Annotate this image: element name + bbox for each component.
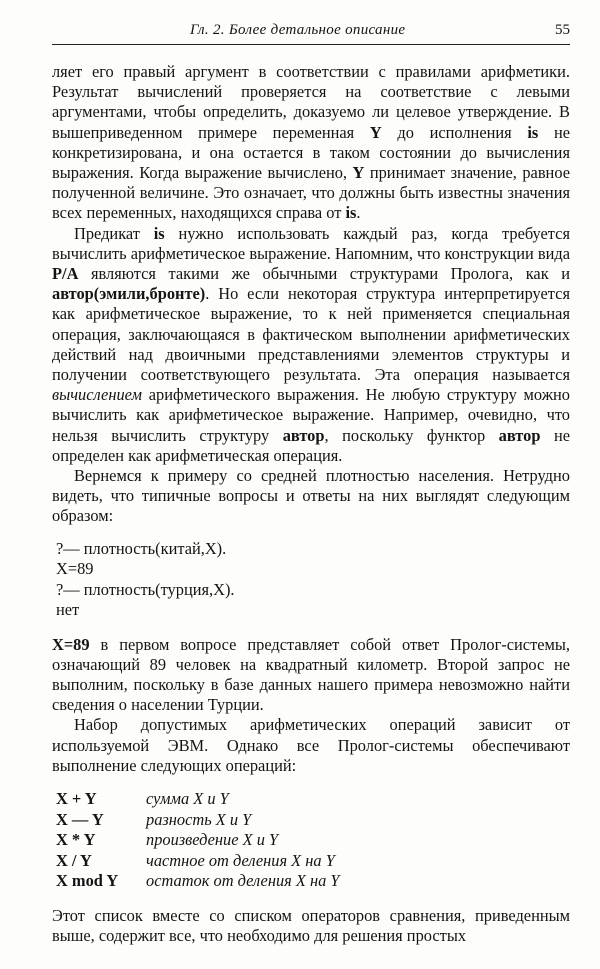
text-run: принимает значение, равное полученной величине. Это означает, что должны быть известны значения всех переменных, находящихся справа от <box>52 163 570 223</box>
operation-description: остаток от деления X на Y <box>146 871 340 891</box>
bold-term: Y <box>369 122 382 142</box>
code-line: ?— плотность(турция,X). <box>56 579 235 599</box>
text-run: арифметического выражения. Не любую структуру можно вычислить как арифметическое выражение. Например, очевидно, что нельзя вычислить структуру <box>52 385 570 445</box>
text-run: являются такими же обычными структурами Пролога, как и <box>78 264 570 284</box>
paragraph-1 <box>52 62 570 224</box>
bold-term: автор(эмили,бронте) <box>52 284 206 304</box>
text-run: в первом вопросе представляет собой ответ Пролог-системы, означающий 89 человек на квадратный километр. Второй запрос не выполним, поскольку в базе данных нашего примера невозможно найти сведения о населении Турции. <box>52 634 570 715</box>
bold-term: P/A <box>52 264 79 284</box>
operation-row <box>56 810 570 831</box>
operation-expression: X / Y <box>56 850 92 870</box>
text-run: не конкретизирована, и она остается в таком состоянии до вычисления выражения. Когда выражение вычислено, <box>52 122 571 183</box>
text-run: не определен как арифметическая операция. <box>52 425 570 465</box>
operation-description: произведение X и Y <box>146 830 279 850</box>
bold-term: is <box>345 203 357 223</box>
operation-row <box>56 789 570 810</box>
page-number: 55 <box>555 22 570 38</box>
code-line: X=89 <box>56 559 94 579</box>
paragraph-4 <box>52 635 570 716</box>
text-run: ляет его правый аргумент в соответствии с правилами арифметики. Результат вычислений проверяется на соответствие с левыми аргументами, чтобы определить, доказуемо ли целевое утверждение. В вышеприведенном примере переменная <box>52 62 570 142</box>
operation-expression: X + Y <box>56 789 97 809</box>
operation-description: частное от деления X на Y <box>146 850 335 870</box>
text-run: . <box>356 203 361 223</box>
text-run: Предикат <box>74 223 154 243</box>
operation-expression: X * Y <box>56 830 96 850</box>
bold-term: is <box>527 122 539 142</box>
code-line: нет <box>56 600 80 620</box>
paragraph-2 <box>52 224 570 466</box>
paragraph-3: Вернемся к примеру со средней плотностью населения. Нетрудно видеть, что типичные вопросы и ответы на них выглядят следующим образом: <box>52 466 570 526</box>
running-title: Гл. 2. Более детальное описание <box>190 22 406 38</box>
operation-description: разность X и Y <box>146 809 252 829</box>
bold-term: Y <box>352 163 365 183</box>
text-run: , поскольку функтор <box>324 425 499 445</box>
bold-term: X=89 <box>52 634 90 654</box>
text-run: до исполнения <box>381 122 528 142</box>
code-line: ?— плотность(китай,X). <box>56 538 227 558</box>
paragraph-5: Набор допустимых арифметических операций зависит от используемой ЭВМ. Однако все Пролог-системы обеспечивают выполнение следующих операций: <box>52 715 570 775</box>
text-run: нужно использовать каждый раз, когда требуется вычислить арифметическое выражение. Напомним, что конструкции вида <box>52 223 570 263</box>
operation-expression: X — Y <box>56 809 104 829</box>
operation-row <box>56 830 570 851</box>
operations-list <box>56 789 570 892</box>
bold-term: is <box>153 223 165 243</box>
page-body <box>52 62 570 946</box>
bold-term: автор <box>498 425 541 445</box>
operation-row <box>56 871 570 892</box>
operation-description: сумма X и Y <box>146 789 229 809</box>
page-header <box>52 22 570 45</box>
italic-term: вычислением <box>52 385 142 405</box>
bold-term: автор <box>282 425 325 445</box>
paragraph-6: Этот список вместе со списком операторов сравнения, приведенным выше, содержит все, что необходимо для решения простых <box>52 905 570 945</box>
code-example <box>56 539 570 621</box>
operation-row <box>56 851 570 872</box>
text-run: . Но если некоторая структура интерпретируется как арифметическое выражение, то к ней применяется специальная операция, заключающаяся в фактическом выполнении арифметических действий над двоичными представлениями элементов структуры и получении соответствующего результата. Эта операция называется <box>52 284 570 385</box>
operation-expression: X mod Y <box>56 871 119 891</box>
